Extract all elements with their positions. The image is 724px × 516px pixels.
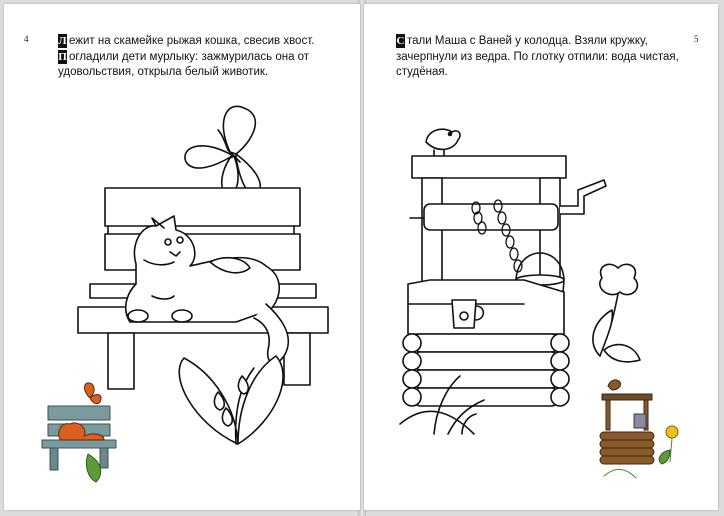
well-roof bbox=[412, 156, 566, 178]
bird-icon bbox=[608, 380, 621, 390]
dandelion-icon bbox=[593, 264, 640, 362]
butterfly-icon bbox=[85, 383, 102, 404]
paragraph-text: тали Маша с Ваней у колодца. Взяли кружку, зачерпнули из ведра. По глотку отпили: вода чистая, студёная. bbox=[396, 35, 679, 78]
paragraph-text: ежит на скамейке рыжая кошка, свесив хвост. bbox=[69, 35, 315, 47]
well-crank bbox=[560, 180, 606, 214]
colored-well-thumbnail bbox=[600, 380, 678, 478]
dandelion-icon bbox=[659, 426, 678, 464]
colored-cat-on-bench-thumbnail bbox=[42, 383, 116, 482]
drop-cap: С bbox=[396, 35, 405, 47]
well-log-wall bbox=[403, 334, 569, 406]
well-drum bbox=[424, 204, 558, 230]
drop-cap: П bbox=[58, 50, 67, 63]
page-number: 5 bbox=[694, 34, 699, 44]
cat-on-bench-illustration bbox=[4, 4, 360, 510]
well-top-frame bbox=[408, 280, 564, 334]
bird-icon bbox=[426, 129, 460, 156]
lily-of-the-valley bbox=[179, 356, 283, 444]
left-page bbox=[4, 4, 360, 510]
right-page bbox=[364, 4, 718, 510]
well-illustration bbox=[364, 4, 718, 510]
paragraph-text: огладили дети мурлыку: зажмурилась она от удовольствия, открыла белый животик. bbox=[58, 50, 310, 78]
drop-cap: Л bbox=[58, 35, 67, 47]
butterfly-icon bbox=[185, 106, 260, 195]
page-number: 4 bbox=[24, 34, 29, 44]
